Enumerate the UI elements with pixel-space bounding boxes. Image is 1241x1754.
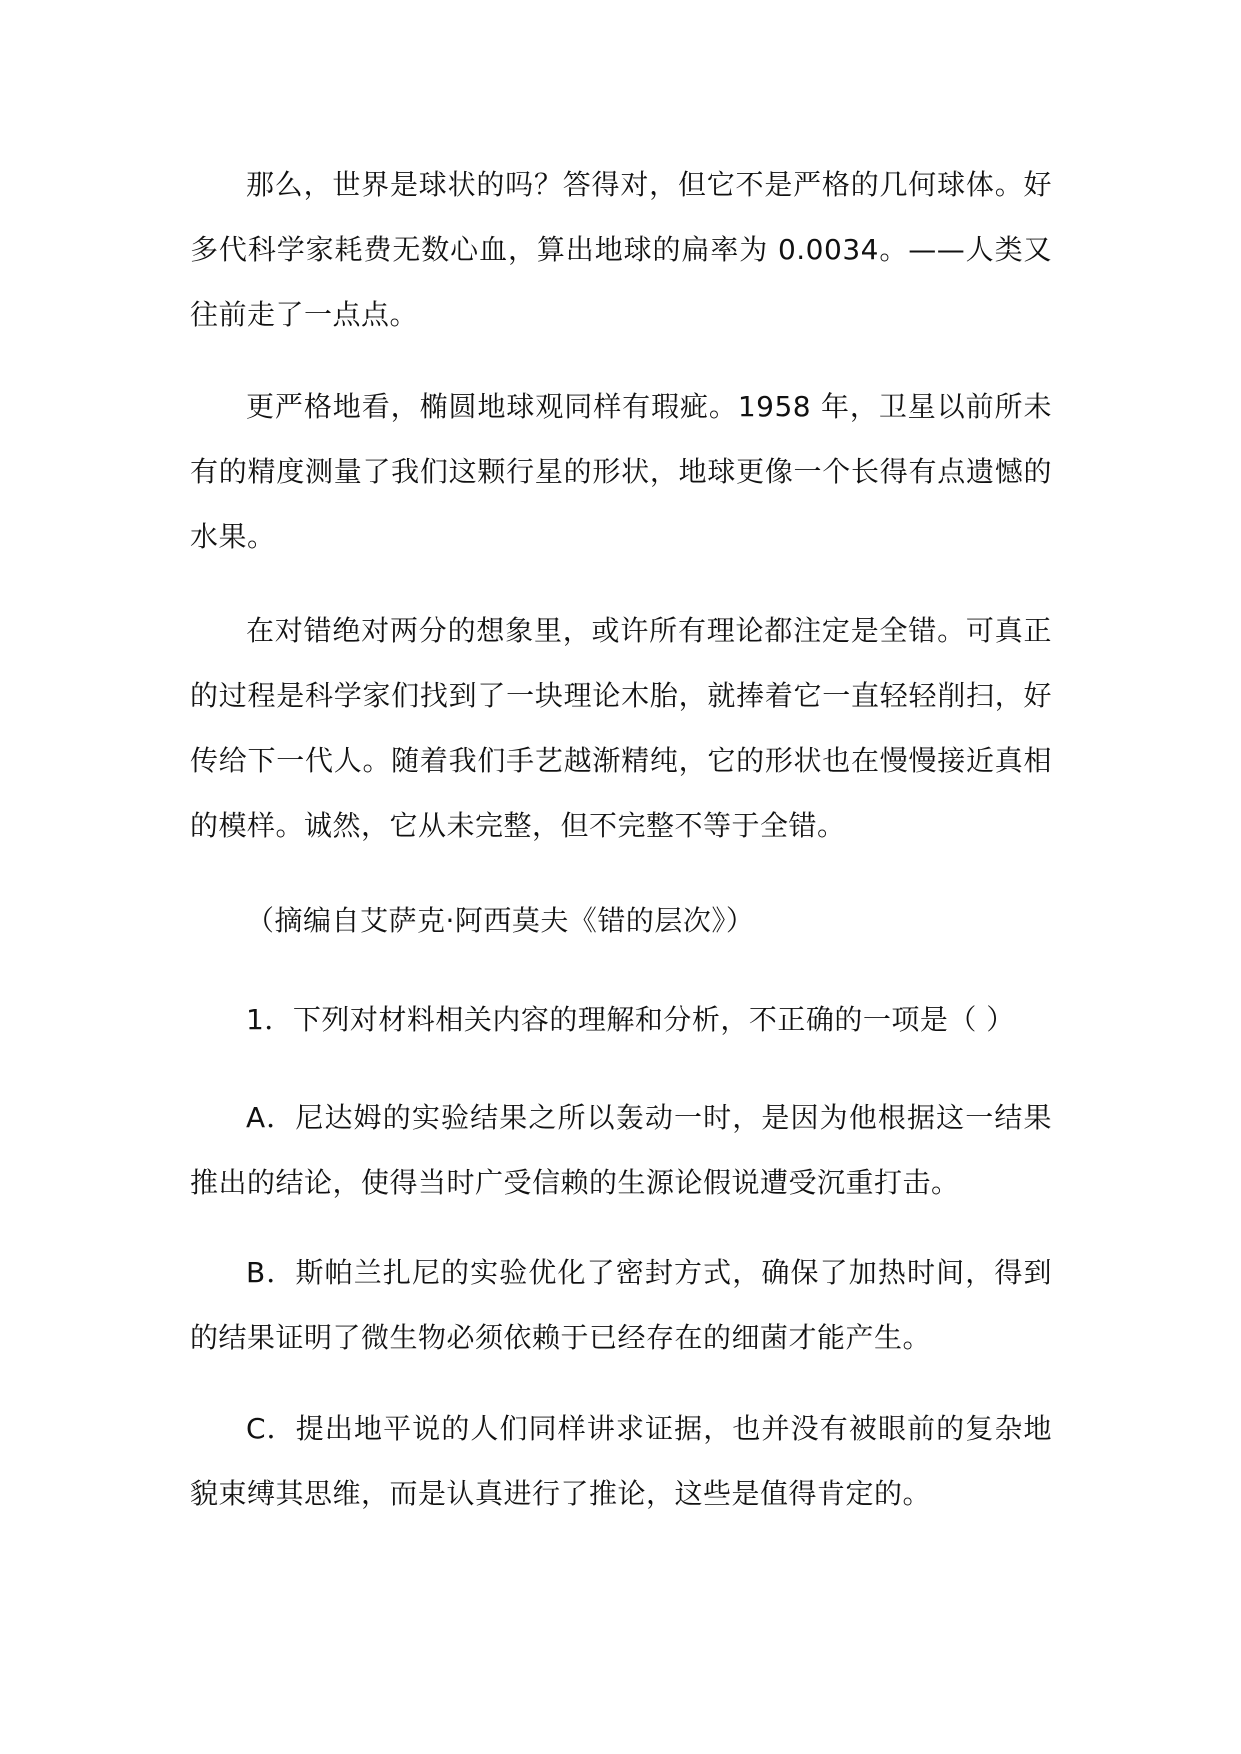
- body-paragraph: 那么，世界是球状的吗？答得对，但它不是严格的几何球体。好多代科学家耗费无数心血，算出地球的扁率为 0.0034。——人类又往前走了一点点。: [190, 168, 1052, 331]
- body-paragraph: 更严格地看，椭圆地球观同样有瑕疵。1958 年，卫星以前所未有的精度测量了我们这颗行星的形状，地球更像一个长得有点遗憾的水果。: [190, 390, 1052, 553]
- option-b: B．斯帕兰扎尼的实验优化了密封方式，确保了加热时间，得到的结果证明了微生物必须依赖于已经存在的细菌才能产生。: [190, 1256, 1052, 1354]
- source-citation: （摘编自艾萨克·阿西莫夫《错的层次》）: [246, 904, 755, 937]
- question-stem: 1．下列对材料相关内容的理解和分析，不正确的一项是（ ）: [246, 1003, 1015, 1036]
- option-c: C．提出地平说的人们同样讲求证据，也并没有被眼前的复杂地貌束缚其思维，而是认真进行了推论，这些是值得肯定的。: [190, 1412, 1052, 1510]
- option-a: A．尼达姆的实验结果之所以轰动一时，是因为他根据这一结果推出的结论，使得当时广受信赖的生源论假说遭受沉重打击。: [190, 1101, 1052, 1199]
- body-paragraph: 在对错绝对两分的想象里，或许所有理论都注定是全错。可真正的过程是科学家们找到了一块理论木胎，就捧着它一直轻轻削扫，好传给下一代人。随着我们手艺越渐精纯，它的形状也在慢慢接近真相的模样。诚然，它从未完整，但不完整不等于全错。: [190, 614, 1052, 842]
